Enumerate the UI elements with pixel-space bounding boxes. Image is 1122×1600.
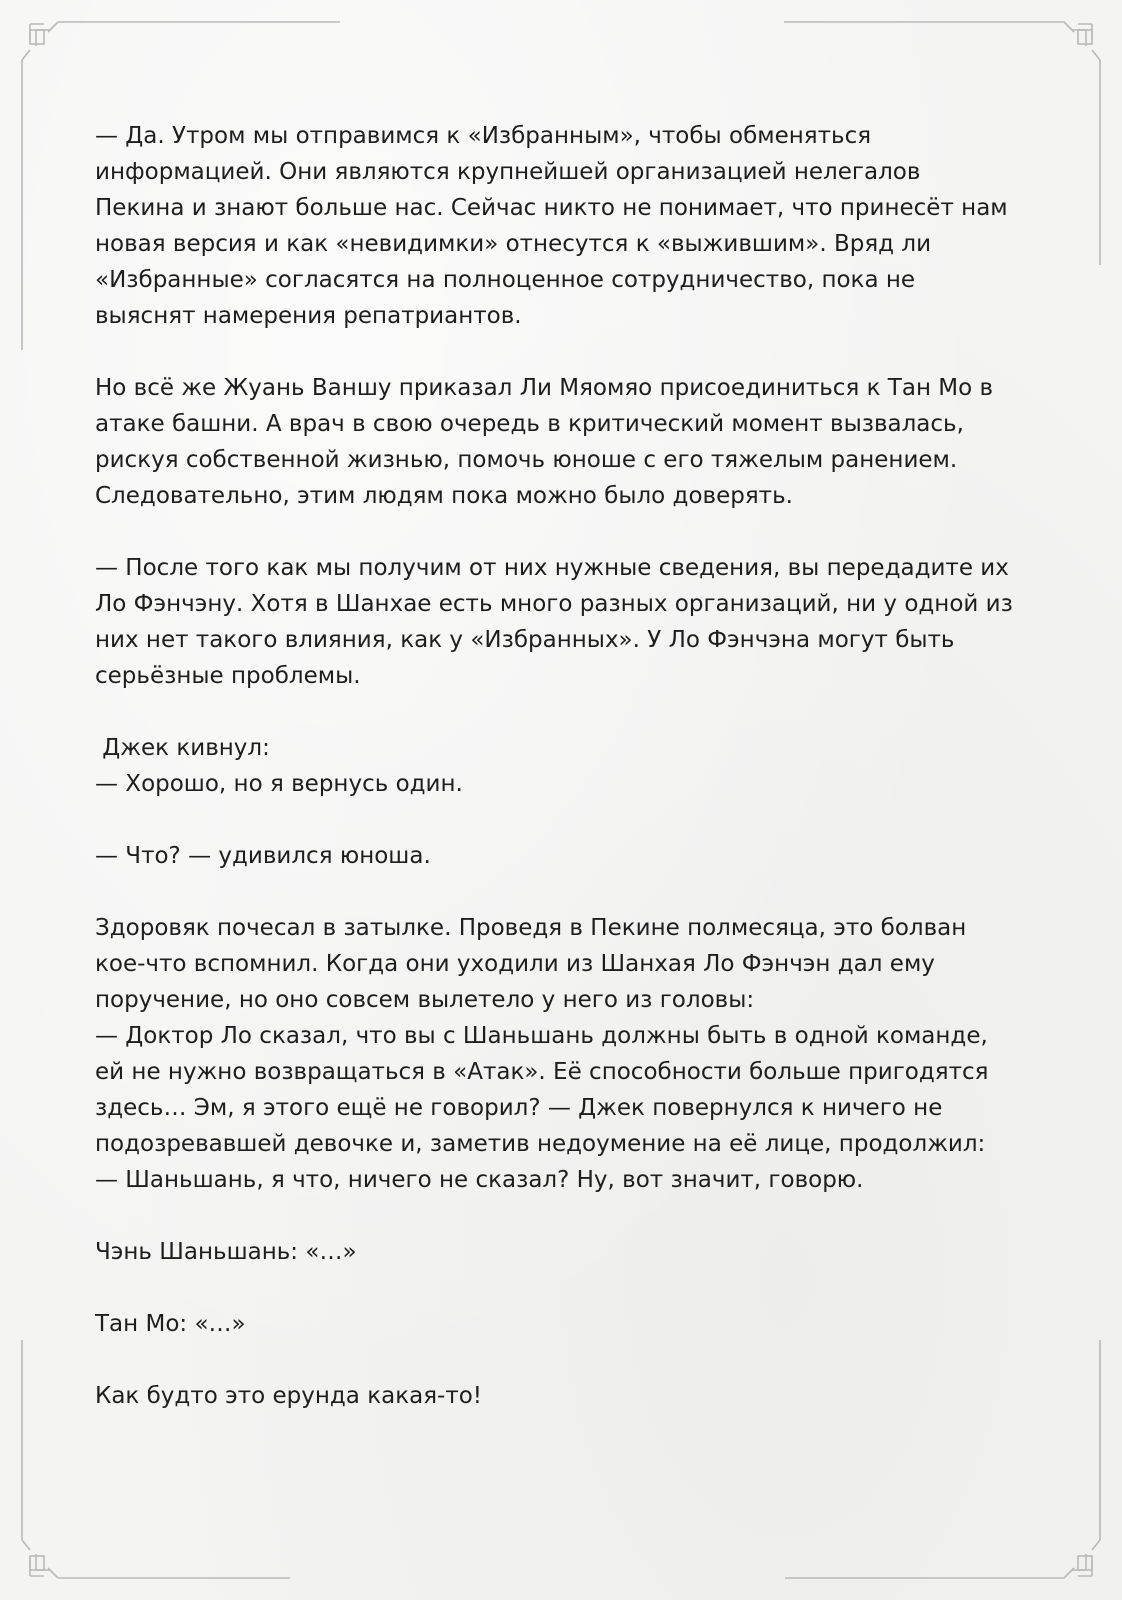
text-line: выяснят намерения репатриантов. (95, 303, 522, 329)
paragraph (95, 370, 1035, 514)
paragraph (95, 1234, 1035, 1270)
text-line: рискуя собственной жизнью, помочь юноше с его тяжелым ранением. (95, 447, 958, 473)
text-line: Ло Фэнчэну. Хотя в Шанхае есть много разных организаций, ни у одной из (95, 591, 1013, 617)
text-line: Джек кивнул: (95, 735, 270, 761)
text-line: поручение, но оно совсем вылетело у него из головы: (95, 987, 755, 1013)
text-line: новая версия и как «невидимки» отнесутся к «выжившим». Вряд ли (95, 231, 932, 257)
text-line: Здоровяк почесал в затылке. Проведя в Пекине полмесяца, это болван (95, 915, 967, 941)
paragraph (95, 1306, 1035, 1342)
text-line: — Да. Утром мы отправимся к «Избранным», чтобы обменяться (95, 123, 872, 149)
text-line: подозревавшей девочке и, заметив недоумение на её лице, продолжил: (95, 1131, 986, 1157)
text-line: ей не нужно возвращаться в «Атак». Её способности больше пригодятся (95, 1059, 989, 1085)
text-line: них нет такого влияния, как у «Избранных». У Ло Фэнчэна могут быть (95, 627, 955, 653)
text-line: кое-что вспомнил. Когда они уходили из Шанхая Ло Фэнчэн дал ему (95, 951, 935, 977)
document-text (95, 118, 1035, 1450)
text-line: Тан Мо: «…» (95, 1311, 246, 1337)
text-line: — После того как мы получим от них нужные сведения, вы передадите их (95, 555, 1009, 581)
text-line: информацией. Они являются крупнейшей организацией нелегалов (95, 159, 921, 185)
paragraph (95, 910, 1035, 1198)
text-line: «Избранные» согласятся на полноценное сотрудничество, пока не (95, 267, 916, 293)
paragraph (95, 838, 1035, 874)
text-line: Чэнь Шаньшань: «…» (95, 1239, 357, 1265)
paragraph (95, 550, 1035, 694)
text-line: Как будто это ерунда какая-то! (95, 1383, 483, 1409)
text-line: — Доктор Ло сказал, что вы с Шаньшань должны быть в одной команде, (95, 1023, 988, 1049)
text-line: Но всё же Жуань Ваншу приказал Ли Мяомяо присоединиться к Тан Мо в (95, 375, 994, 401)
paragraph (95, 730, 1035, 802)
text-line: — Что? — удивился юноша. (95, 843, 431, 869)
text-line: серьёзные проблемы. (95, 663, 361, 689)
paragraph (95, 118, 1035, 334)
text-line: — Шаньшань, я что, ничего не сказал? Ну, вот значит, говорю. (95, 1167, 864, 1193)
text-line: Следовательно, этим людям пока можно было доверять. (95, 483, 793, 509)
text-line: Пекина и знают больше нас. Сейчас никто не понимает, что принесёт нам (95, 195, 1008, 221)
text-line: здесь… Эм, я этого ещё не говорил? — Джек повернулся к ничего не (95, 1095, 943, 1121)
text-line: — Хорошо, но я вернусь один. (95, 771, 463, 797)
text-line: атаке башни. А врач в свою очередь в критический момент вызвалась, (95, 411, 964, 437)
paragraph (95, 1378, 1035, 1414)
